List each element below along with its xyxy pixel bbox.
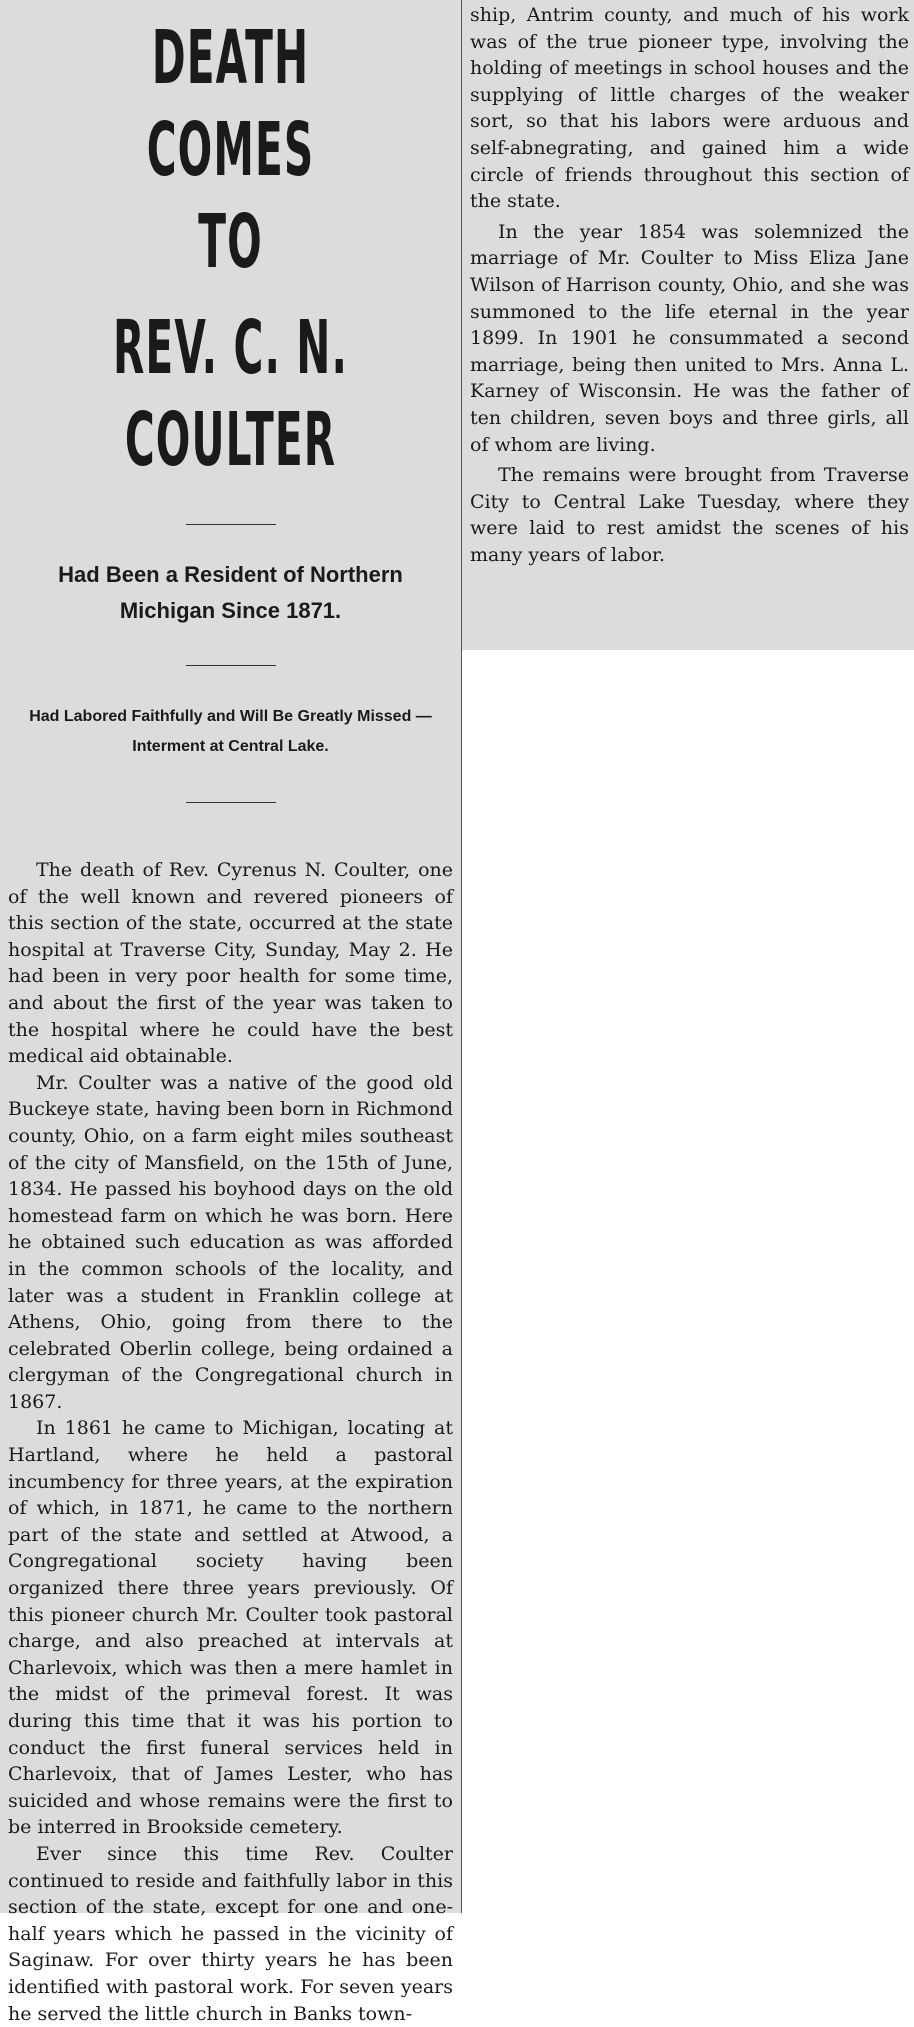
headline-line-1: DEATH COMES TO (146, 15, 315, 285)
article-paragraph-3: In 1861 he came to Michigan, locating at Hartland, where he held a pastoral incumbency for three years, at the expiration of which, in 1871, he came to the northern part of the state and settled at Atwood, a Congregational society having been organized there three years previously. Of this pioneer church Mr. Coulter took pastoral charge, and also preached at intervals at Charlevoix, which was then a mere hamlet in the midst of the primeval forest. It was during this time that it was his portion to conduct the first funeral services held in Charlevoix, that of James Lester, who has suicided and whose remains were the first to be interred in Brookside cemetery. (8, 1417, 453, 1839)
article-paragraph-1: The death of Rev. Cyrenus N. Coulter, one of the well known and revered pioneers of this section of the state, occurred at the state hospital at Traverse City, Sunday, May 2. He had been in very poor health for some time, and about the first of the year was taken to the hospital where he could have the best medical aid obtainable. (8, 859, 453, 1068)
article-paragraph-2: Mr. Coulter was a native of the good old Buckeye state, having been born in Richmond county, Ohio, on a farm eight miles southeast of the city of Mansfield, on the 15th of June, 1834. He passed his boyhood days on the old homestead farm on which he was born. Here he obtained such education as was afforded in the common schools of the locality, and later was a student in Franklin college at Athens, Ohio, going from there to the celebrated Oberlin college, being ordained a clergyman of the Congregational church in 1867. (8, 1071, 453, 1413)
right-column (462, 0, 914, 650)
article-body-left (8, 857, 453, 2027)
article-paragraph-7: The remains were brought from Traverse City to Central Lake Tuesday, where they were laid to rest amidst the scenes of his many years of labor. (470, 464, 909, 566)
divider-rule-3 (186, 802, 276, 803)
article-body-right (470, 2, 909, 568)
subheadline-1: Had Been a Resident of Northern Michigan Since 1871. (58, 562, 403, 623)
divider-rule-2 (186, 665, 276, 666)
subheadline-2: Had Labored Faithfully and Will Be Greatly Missed —Interment at Central Lake. (29, 708, 432, 755)
article-paragraph-6: In the year 1854 was solemnized the marriage of Mr. Coulter to Miss Eliza Jane Wilson of Harrison county, Ohio, and she was summoned to the life eternal in the year 1899. In 1901 he consummated a second marriage, being then united to Mrs. Anna L. Karney of Wisconsin. He was the father of ten children, seven boys and three girls, all of whom are living. (470, 220, 909, 456)
article-paragraph-4: Ever since this time Rev. Coulter continued to reside and faithfully labor in this section of the state, except for one and one-half years which he passed in the vicinity of Saginaw. For over thirty years he has been identified with pastoral work. For seven years he served the little church in Banks town- (8, 1842, 453, 2025)
divider-rule-1 (186, 524, 276, 525)
article-paragraph-5: ship, Antrim county, and much of his work was of the true pioneer type, involving the holding of meetings in school houses and the supplying of little charges of the weaker sort, so that his labors were arduous and self-abnegrating, and gained him a wide circle of friends throughout this section of the state. (470, 4, 909, 213)
headline-line-2: REV. C. N. COULTER (112, 305, 349, 483)
